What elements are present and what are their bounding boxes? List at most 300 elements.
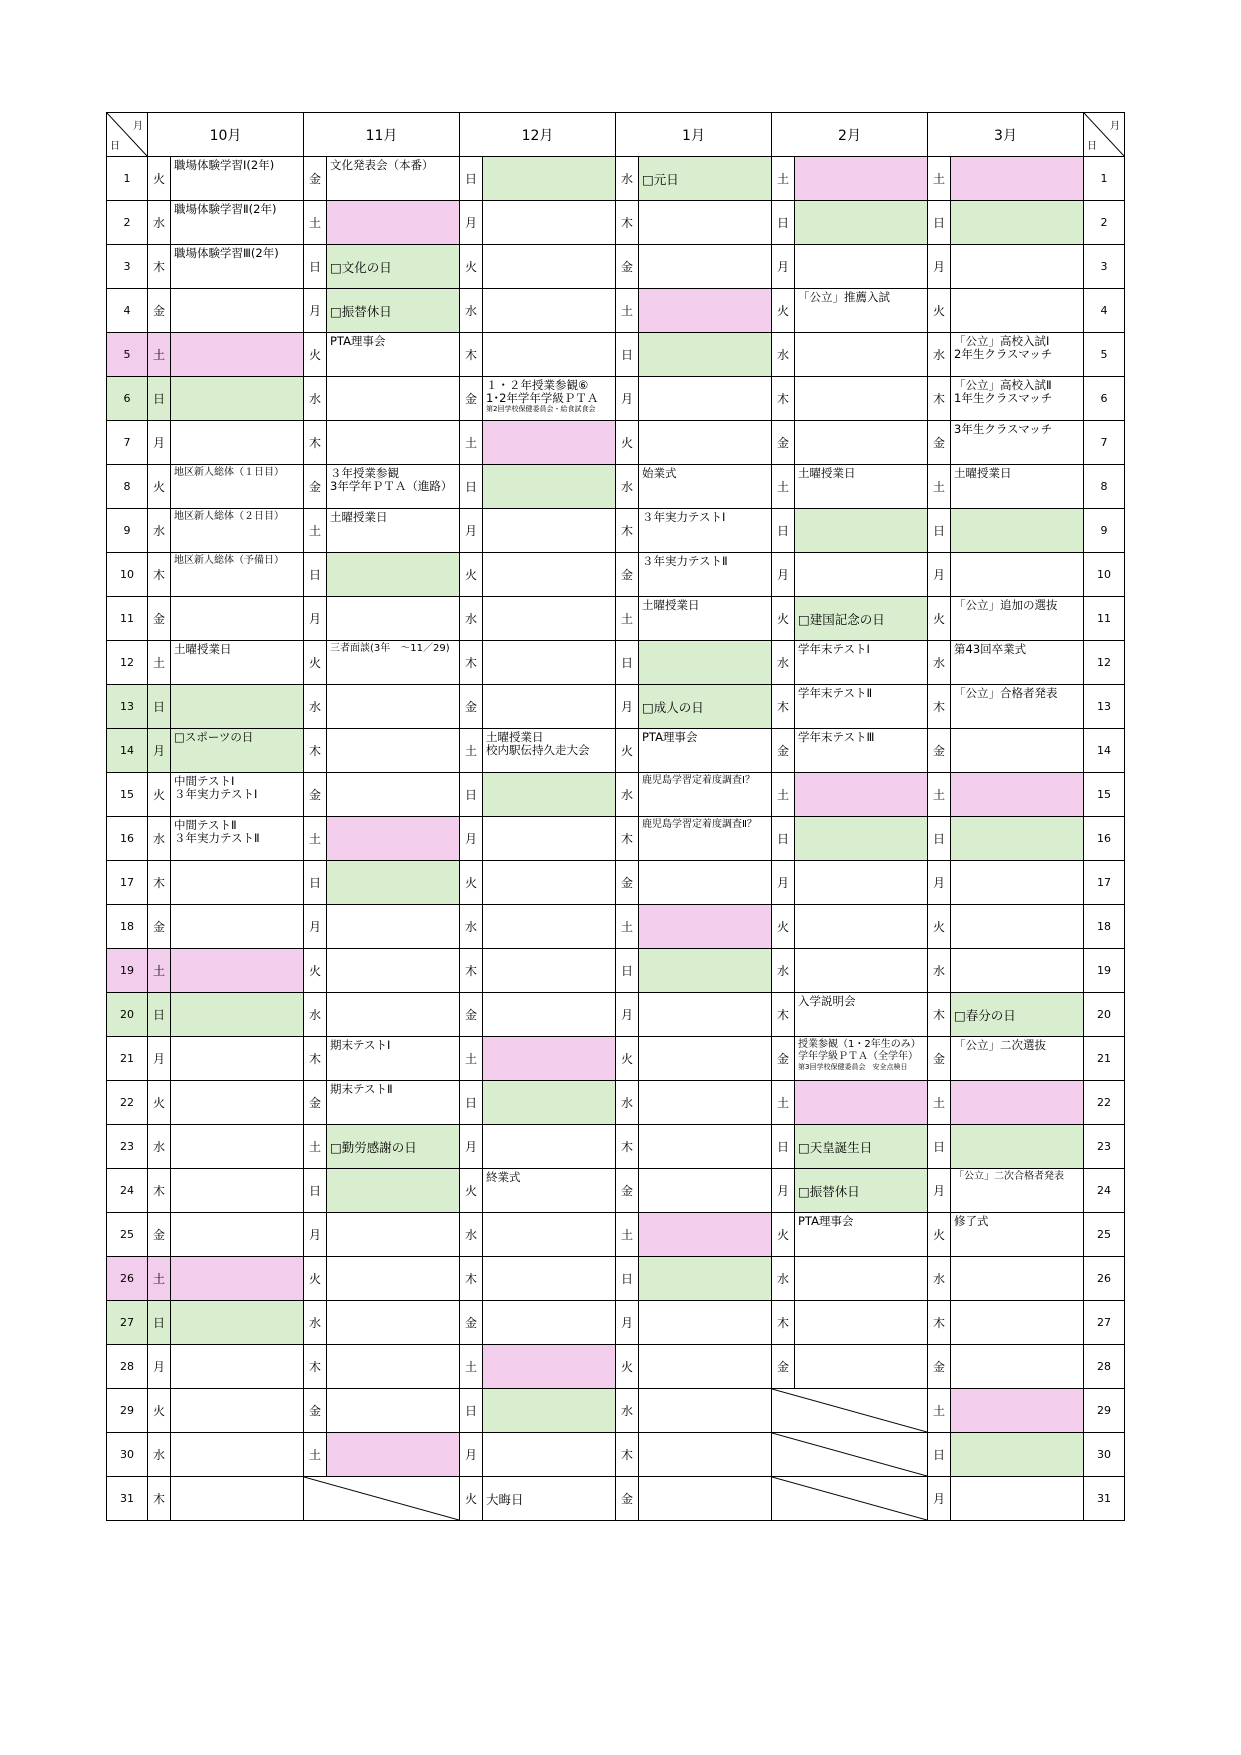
event-cell [795, 905, 928, 949]
day-number-right: 23 [1084, 1125, 1125, 1169]
weekday-cell: 火 [772, 597, 795, 641]
event-cell [795, 509, 928, 553]
day-row [107, 949, 1125, 993]
weekday-cell: 日 [304, 245, 327, 289]
weekday-cell: 土 [928, 773, 951, 817]
event-cell [483, 377, 616, 421]
weekday-cell: 日 [148, 685, 171, 729]
event-cell [483, 1345, 616, 1389]
event-cell [327, 905, 460, 949]
event-cell [795, 201, 928, 245]
weekday-cell: 火 [928, 1213, 951, 1257]
weekday-cell: 土 [304, 1125, 327, 1169]
event-cell [327, 641, 460, 685]
event-text: 学年末テストⅡ [798, 686, 873, 700]
weekday-cell: 水 [772, 333, 795, 377]
event-cell [639, 641, 772, 685]
event-cell [327, 597, 460, 641]
event-cell [795, 1169, 928, 1213]
weekday-cell: 木 [616, 1125, 639, 1169]
event-text: 鹿児島学習定着度調査Ⅰ？ [642, 775, 755, 786]
event-text: 「公立」推薦入試 [798, 290, 890, 304]
weekday-cell: 水 [616, 157, 639, 201]
weekday-cell: 水 [148, 1125, 171, 1169]
event-cell [951, 509, 1084, 553]
event-cell [171, 1389, 304, 1433]
event-cell [639, 201, 772, 245]
event-cell [171, 1433, 304, 1477]
day-number-right: 5 [1084, 333, 1125, 377]
weekday-cell: 木 [616, 509, 639, 553]
event-cell [795, 773, 928, 817]
weekday-cell: 日 [460, 773, 483, 817]
event-cell [171, 729, 304, 773]
day-number-right: 10 [1084, 553, 1125, 597]
day-row [107, 861, 1125, 905]
weekday-cell: 土 [772, 465, 795, 509]
month-header: 2月 [772, 113, 928, 157]
corner-cell-left [107, 113, 148, 157]
day-number-right: 30 [1084, 1433, 1125, 1477]
weekday-cell: 水 [460, 597, 483, 641]
event-text: 始業式 [642, 466, 677, 480]
event-cell [639, 1081, 772, 1125]
event-text: 土曜授業日 [330, 510, 388, 524]
weekday-cell: 日 [148, 993, 171, 1037]
weekday-cell: 水 [460, 289, 483, 333]
day-row [107, 509, 1125, 553]
weekday-cell: 金 [148, 289, 171, 333]
day-number-right: 11 [1084, 597, 1125, 641]
event-cell [951, 773, 1084, 817]
month-header: 10月 [148, 113, 304, 157]
event-cell [483, 157, 616, 201]
weekday-cell: 土 [928, 1389, 951, 1433]
event-text: PTA理事会 [642, 730, 698, 744]
day-number-left: 2 [107, 201, 148, 245]
weekday-cell: 水 [616, 1389, 639, 1433]
event-cell [171, 641, 304, 685]
event-cell [171, 597, 304, 641]
weekday-cell: 木 [616, 201, 639, 245]
weekday-cell: 日 [772, 1125, 795, 1169]
weekday-cell: 木 [928, 1301, 951, 1345]
month-header: 1月 [616, 113, 772, 157]
event-text: 「公立」高校入試Ⅱ [954, 378, 1052, 392]
weekday-cell: 金 [616, 1169, 639, 1213]
weekday-cell: 日 [148, 377, 171, 421]
day-number-right: 14 [1084, 729, 1125, 773]
event-cell [483, 1301, 616, 1345]
event-cell [483, 861, 616, 905]
weekday-cell: 木 [304, 421, 327, 465]
weekday-cell: 月 [148, 1037, 171, 1081]
event-text: 土曜授業日 [486, 730, 544, 744]
event-cell [951, 641, 1084, 685]
weekday-cell: 日 [304, 1169, 327, 1213]
weekday-cell: 土 [304, 817, 327, 861]
event-text: 地区新人総体（１日目） [174, 467, 284, 478]
weekday-cell: 木 [304, 1345, 327, 1389]
event-text: 土曜授業日 [642, 598, 700, 612]
weekday-cell: 木 [148, 1169, 171, 1213]
event-cell [483, 553, 616, 597]
weekday-cell: 金 [772, 1345, 795, 1389]
day-row [107, 1125, 1125, 1169]
weekday-cell: 月 [616, 1301, 639, 1345]
day-number-left: 22 [107, 1081, 148, 1125]
weekday-cell: 月 [460, 1433, 483, 1477]
weekday-cell: 水 [928, 1257, 951, 1301]
event-cell [951, 685, 1084, 729]
event-cell [795, 993, 928, 1037]
event-cell [951, 289, 1084, 333]
event-cell [171, 1081, 304, 1125]
event-cell [327, 861, 460, 905]
weekday-cell: 日 [928, 1125, 951, 1169]
day-number-left: 24 [107, 1169, 148, 1213]
weekday-cell: 火 [928, 597, 951, 641]
event-cell [795, 597, 928, 641]
day-number-left: 5 [107, 333, 148, 377]
event-text: 職場体験学習Ⅰ(2年) [174, 158, 275, 172]
event-cell [327, 509, 460, 553]
weekday-cell: 土 [460, 1037, 483, 1081]
day-number-left: 27 [107, 1301, 148, 1345]
event-cell [171, 861, 304, 905]
event-text: 三者面談(3年 ～11／29) [330, 643, 450, 654]
nonexistent-date-cell [772, 1389, 928, 1433]
event-cell [639, 685, 772, 729]
weekday-cell: 木 [772, 685, 795, 729]
event-text: 「公立」高校入試Ⅰ [954, 334, 1050, 348]
weekday-cell: 日 [616, 333, 639, 377]
event-text: 土曜授業日 [798, 466, 856, 480]
event-cell [483, 245, 616, 289]
event-cell [327, 1301, 460, 1345]
event-text: 地区新人総体（予備日） [174, 555, 284, 566]
event-cell [795, 729, 928, 773]
day-number-left: 29 [107, 1389, 148, 1433]
weekday-cell: 火 [616, 1037, 639, 1081]
day-row [107, 1345, 1125, 1389]
event-cell [327, 245, 460, 289]
event-cell [951, 1125, 1084, 1169]
weekday-cell: 日 [928, 509, 951, 553]
weekday-cell: 金 [928, 1345, 951, 1389]
weekday-cell: 月 [460, 1125, 483, 1169]
event-text: ３年実力テストⅠ [174, 787, 258, 801]
weekday-cell: 月 [304, 905, 327, 949]
day-number-left: 14 [107, 729, 148, 773]
day-number-left: 7 [107, 421, 148, 465]
event-cell [795, 245, 928, 289]
day-row [107, 201, 1125, 245]
weekday-cell: 月 [460, 201, 483, 245]
event-cell [951, 1433, 1084, 1477]
weekday-cell: 土 [148, 641, 171, 685]
weekday-cell: 水 [616, 773, 639, 817]
weekday-cell: 金 [616, 1477, 639, 1521]
weekday-cell: 日 [460, 1389, 483, 1433]
event-cell [171, 333, 304, 377]
weekday-cell: 土 [148, 333, 171, 377]
event-cell [951, 729, 1084, 773]
weekday-cell: 土 [460, 421, 483, 465]
weekday-cell: 木 [148, 553, 171, 597]
day-number-right: 7 [1084, 421, 1125, 465]
event-cell [951, 553, 1084, 597]
month-header: 12月 [460, 113, 616, 157]
day-number-left: 15 [107, 773, 148, 817]
event-cell [795, 377, 928, 421]
day-row [107, 685, 1125, 729]
event-text: 第2回学校保健委員会・給食試食会 [486, 405, 596, 413]
event-cell [951, 1345, 1084, 1389]
event-cell [639, 949, 772, 993]
weekday-cell: 土 [928, 465, 951, 509]
corner-month-label: 月 [1110, 121, 1120, 132]
day-number-right: 3 [1084, 245, 1125, 289]
weekday-cell: 火 [304, 641, 327, 685]
event-cell [327, 817, 460, 861]
event-cell [171, 949, 304, 993]
day-number-left: 10 [107, 553, 148, 597]
weekday-cell: 月 [928, 553, 951, 597]
day-number-right: 17 [1084, 861, 1125, 905]
event-cell [483, 905, 616, 949]
weekday-cell: 土 [616, 597, 639, 641]
event-cell [483, 641, 616, 685]
day-number-left: 20 [107, 993, 148, 1037]
weekday-cell: 木 [148, 245, 171, 289]
event-cell [795, 421, 928, 465]
event-cell [639, 1125, 772, 1169]
day-row [107, 1037, 1125, 1081]
event-cell [951, 1301, 1084, 1345]
corner-cell-right [1084, 113, 1125, 157]
day-number-right: 20 [1084, 993, 1125, 1037]
day-number-left: 19 [107, 949, 148, 993]
weekday-cell: 土 [928, 157, 951, 201]
event-cell [951, 201, 1084, 245]
event-text: 期末テストⅠ [330, 1038, 391, 1052]
event-cell [483, 949, 616, 993]
event-text: □勤労感謝の日 [330, 1140, 417, 1155]
month-header: 3月 [928, 113, 1084, 157]
event-cell [639, 553, 772, 597]
day-number-right: 19 [1084, 949, 1125, 993]
event-text: 職場体験学習Ⅲ(2年) [174, 246, 279, 260]
event-cell [639, 1433, 772, 1477]
event-text: □スポーツの日 [174, 730, 254, 744]
event-cell [483, 1257, 616, 1301]
event-cell [639, 905, 772, 949]
event-cell [483, 773, 616, 817]
day-number-left: 17 [107, 861, 148, 905]
event-cell [483, 333, 616, 377]
weekday-cell: 金 [148, 905, 171, 949]
event-text: 土曜授業日 [174, 642, 232, 656]
day-row [107, 1257, 1125, 1301]
weekday-cell: 日 [148, 1301, 171, 1345]
event-cell [639, 729, 772, 773]
weekday-cell: 火 [460, 553, 483, 597]
day-row [107, 1433, 1125, 1477]
event-text: 鹿児島学習定着度調査Ⅱ？ [642, 819, 757, 830]
event-text: □成人の日 [642, 700, 704, 715]
event-cell [171, 245, 304, 289]
event-cell [639, 333, 772, 377]
weekday-cell: 金 [772, 421, 795, 465]
weekday-cell: 月 [772, 861, 795, 905]
event-cell [327, 993, 460, 1037]
event-cell [327, 685, 460, 729]
weekday-cell: 月 [928, 1477, 951, 1521]
day-number-left: 8 [107, 465, 148, 509]
event-cell [639, 289, 772, 333]
event-cell [171, 1301, 304, 1345]
day-number-right: 1 [1084, 157, 1125, 201]
event-text: 文化発表会（本番） [330, 158, 434, 172]
day-number-left: 9 [107, 509, 148, 553]
event-cell [795, 1037, 928, 1081]
day-number-left: 12 [107, 641, 148, 685]
event-cell [795, 1257, 928, 1301]
day-number-right: 16 [1084, 817, 1125, 861]
weekday-cell: 木 [928, 377, 951, 421]
day-number-left: 21 [107, 1037, 148, 1081]
weekday-cell: 土 [616, 289, 639, 333]
school-calendar-table [106, 112, 1125, 1521]
event-cell [327, 949, 460, 993]
weekday-cell: 水 [304, 1301, 327, 1345]
weekday-cell: 水 [772, 949, 795, 993]
day-row [107, 157, 1125, 201]
event-cell [171, 1037, 304, 1081]
weekday-cell: 金 [616, 861, 639, 905]
event-cell [483, 1037, 616, 1081]
event-text: 3年生クラスマッチ [954, 422, 1053, 436]
event-cell [327, 1257, 460, 1301]
event-cell [795, 861, 928, 905]
event-cell [483, 1169, 616, 1213]
event-cell [639, 861, 772, 905]
event-cell [795, 1301, 928, 1345]
weekday-cell: 火 [772, 1213, 795, 1257]
event-text: 「公立」二次選抜 [954, 1038, 1046, 1052]
event-cell [327, 421, 460, 465]
day-number-right: 4 [1084, 289, 1125, 333]
day-row [107, 817, 1125, 861]
event-cell [483, 993, 616, 1037]
weekday-cell: 木 [772, 1301, 795, 1345]
event-cell [327, 1169, 460, 1213]
event-text: 学年学級ＰＴＡ（全学年） [798, 1051, 918, 1062]
weekday-cell: 火 [460, 1477, 483, 1521]
event-cell [639, 1301, 772, 1345]
event-cell [171, 465, 304, 509]
day-number-right: 6 [1084, 377, 1125, 421]
weekday-cell: 水 [148, 509, 171, 553]
weekday-cell: 火 [928, 289, 951, 333]
weekday-cell: 水 [460, 905, 483, 949]
weekday-cell: 木 [928, 993, 951, 1037]
event-cell [951, 1257, 1084, 1301]
header-row [107, 113, 1125, 157]
event-text: PTA理事会 [798, 1214, 854, 1228]
event-cell [795, 465, 928, 509]
weekday-cell: 土 [772, 1081, 795, 1125]
nonexistent-date-cell [772, 1433, 928, 1477]
weekday-cell: 火 [616, 1345, 639, 1389]
weekday-cell: 日 [616, 949, 639, 993]
event-text: 職場体験学習Ⅱ(2年) [174, 202, 277, 216]
event-cell [951, 421, 1084, 465]
weekday-cell: 火 [304, 333, 327, 377]
event-cell [951, 817, 1084, 861]
weekday-cell: 金 [304, 1389, 327, 1433]
day-row [107, 905, 1125, 949]
event-text: 終業式 [486, 1170, 521, 1184]
weekday-cell: 月 [616, 685, 639, 729]
weekday-cell: 水 [460, 1213, 483, 1257]
month-header: 11月 [304, 113, 460, 157]
event-cell [795, 1213, 928, 1257]
event-cell [951, 245, 1084, 289]
event-text: 「公立」二次合格者発表 [954, 1171, 1064, 1182]
event-text: □建国記念の日 [798, 612, 885, 627]
weekday-cell: 金 [772, 729, 795, 773]
day-number-right: 21 [1084, 1037, 1125, 1081]
day-number-left: 26 [107, 1257, 148, 1301]
weekday-cell: 土 [460, 1345, 483, 1389]
day-row [107, 421, 1125, 465]
event-text: 「公立」合格者発表 [954, 686, 1058, 700]
event-cell [951, 861, 1084, 905]
weekday-cell: 火 [148, 157, 171, 201]
event-cell [639, 993, 772, 1037]
event-cell [171, 421, 304, 465]
event-cell [639, 1389, 772, 1433]
corner-day-label: 日 [1087, 141, 1097, 152]
weekday-cell: 金 [928, 421, 951, 465]
event-text: ３年実力テストⅡ [174, 831, 260, 845]
weekday-cell: 木 [460, 949, 483, 993]
event-text: 学年末テストⅢ [798, 730, 875, 744]
weekday-cell: 土 [304, 1433, 327, 1477]
event-text: □振替休日 [330, 304, 392, 319]
weekday-cell: 日 [460, 157, 483, 201]
weekday-cell: 日 [928, 817, 951, 861]
weekday-cell: 水 [148, 817, 171, 861]
weekday-cell: 水 [772, 641, 795, 685]
weekday-cell: 月 [928, 245, 951, 289]
weekday-cell: 日 [928, 201, 951, 245]
weekday-cell: 水 [772, 1257, 795, 1301]
event-cell [951, 1389, 1084, 1433]
event-cell [951, 1037, 1084, 1081]
weekday-cell: 木 [772, 993, 795, 1037]
event-cell [795, 685, 928, 729]
event-text: 地区新人総体（２日目） [174, 511, 284, 522]
day-row [107, 1301, 1125, 1345]
weekday-cell: 金 [304, 465, 327, 509]
event-cell [327, 1345, 460, 1389]
event-cell [639, 421, 772, 465]
event-cell [795, 157, 928, 201]
day-number-right: 26 [1084, 1257, 1125, 1301]
